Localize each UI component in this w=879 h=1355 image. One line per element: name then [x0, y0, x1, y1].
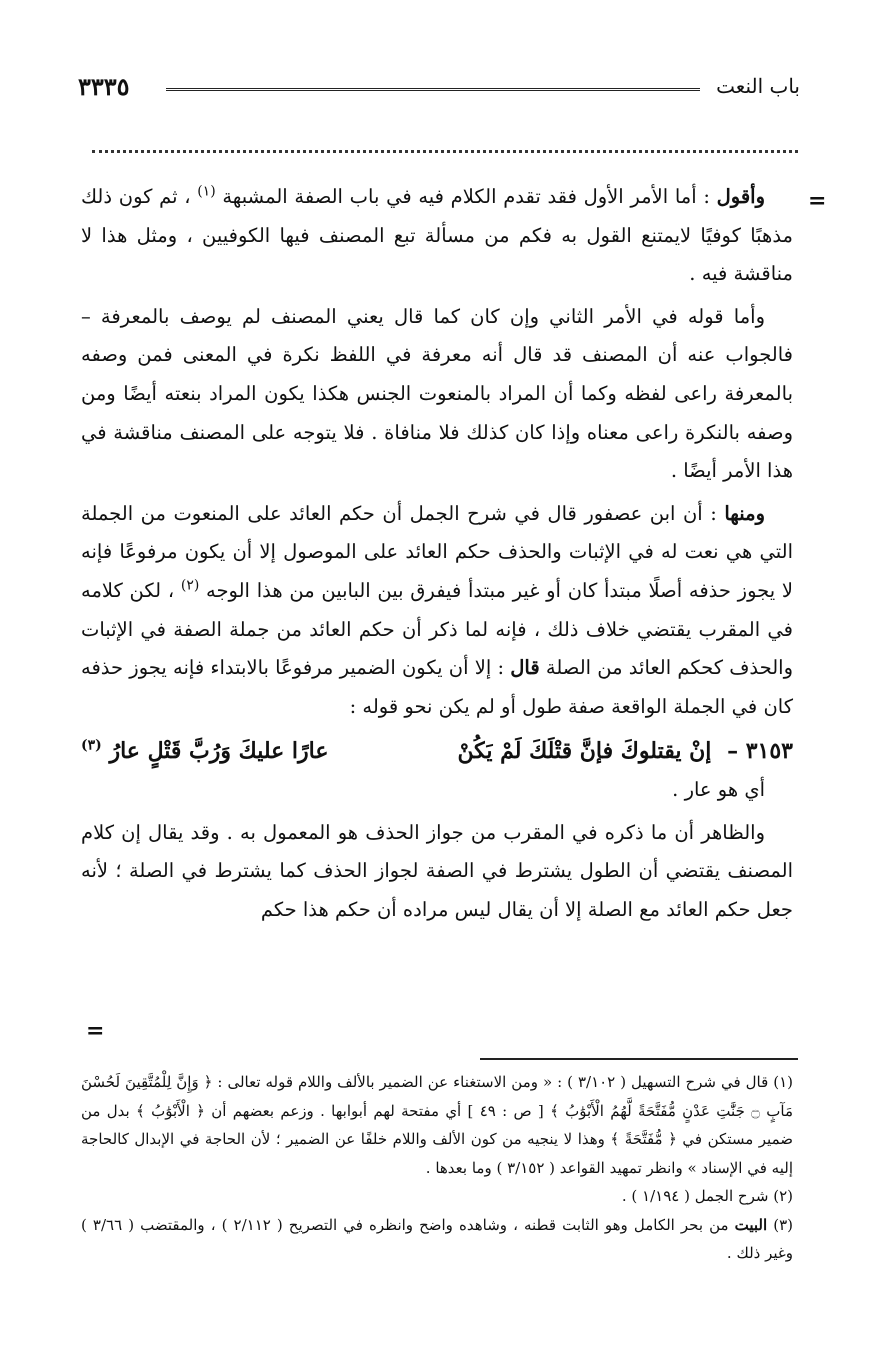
- paragraph-text: : أن ابن عصفور قال في شرح الجمل أن حكم العائد على المنعوت من الجملة التي هي نعت له في الإثبات والحذف حكم العائد على الموصول إلا أن يكون مرفوعًا فإنه لا يجوز حذفه أصلًا مبتدأ كان أو غير مبتدأ فيفرق بين البابين من هذا الوجه: [81, 501, 794, 602]
- footnote-ref-3[interactable]: (٣): [81, 737, 102, 754]
- running-header: [78, 72, 800, 108]
- footnote-2: (٢) شرح الجمل ( ١/١٩٤ ) .: [621, 1187, 793, 1205]
- verse-line: [81, 732, 793, 771]
- paragraph-text: : إلا أن يكون الضمير مرفوعًا بالابتداء فإنه يجوز حذفه كان في الجملة الواقعة صفة طول أو لم يكن نحو قوله :: [81, 656, 793, 718]
- paragraph-3: [81, 495, 793, 727]
- footnotes: [81, 1068, 793, 1268]
- paragraph-text: : أما الأمر الأول فقد تقدم الكلام فيه في باب الصفة المشبهة: [215, 185, 717, 208]
- continuation-mark-top: =: [808, 188, 827, 214]
- paragraph-keyword: وأقول: [716, 185, 765, 208]
- verse-number: ٣١٥٣ –: [719, 738, 793, 765]
- footnote-rule: [480, 1058, 798, 1060]
- header-rule: [166, 88, 700, 91]
- paragraph-1: [81, 178, 793, 294]
- page-number: ٣٣٣٥: [78, 72, 130, 101]
- continuation-mark-bottom: =: [86, 1018, 105, 1044]
- paragraph-2: وأما قوله في الأمر الثاني وإن كان كما قال يعني المصنف لم يوصف بالمعرفة – فالجواب عنه أن المصنف قد قال أنه معرفة في اللفظ نكرة في المعنى فمن وصفه بالمعرفة راعى لفظه وكما أن المراد بالمنعوت الجنس هكذا يكون المراد بنعته أيضًا ومن وصفه بالنكرة راعى معناه وإذا كان كذلك فلا منافاة . فلا يتوجه على المصنف مناقشة في هذا الأمر أيضًا .: [81, 304, 793, 483]
- dotted-separator: [92, 150, 798, 153]
- paragraph-4: والظاهر أن ما ذكره في المقرب من جواز الحذف هو المعمول به . وقد يقال إن كلام المصنف يقتضي أن الطول يشترط في الصفة لجواز الحذف كما يشترط في الصلة ؛ لأنه جعل حكم العائد مع الصلة إلا أن يقال ليس مراده أن حكم هذا حكم: [81, 820, 793, 921]
- paragraph-keyword: قال: [510, 656, 540, 680]
- paragraph-text: ، لكن كلامه في المقرب يقتضي خلاف ذلك ، فإنه لما ذكر أن حكم العائد من جملة الصفة في الإثبات والحذف كحكم العائد من الصلة: [81, 578, 794, 680]
- verse-gloss: أي هو عار .: [672, 777, 765, 801]
- verse-text: إنْ يقتلوكَ فإنَّ قتْلَكَ لَمْ يَكُنْ: [457, 738, 712, 765]
- chapter-title: باب النعت: [716, 74, 800, 98]
- paragraph-text: ، ثم كون ذلك مذهبًا كوفيًا لايمتنع القول به فكم من مسألة تبع المصنف فيها الكوفيين ، ومثل هذا لا مناقشة فيه .: [81, 185, 793, 286]
- footnote-text: (٣): [767, 1215, 793, 1234]
- main-text: [81, 178, 793, 933]
- verse-text: عارًا عليكَ وَرُبَّ قَتْلٍ عارُ: [109, 738, 329, 765]
- footnote-1: (١) قال في شرح التسهيل ( ٣/١٠٢ ) : « ومن الاستغناء عن الضمير بالألف واللام قوله تعالى : ﴿ وَإِنَّ لِلْمُتَّقِينَ لَحُسْنَ مَآبٍ ۝ جَنَّٰتِ عَدْنٍ مُّفَتَّحَةً لَّهُمُ الْأَبْوَٰبُ ﴾ [ ص : ٤٩ ] أي مفتحة لهم أبوابها . وزعم بعضهم أن ﴿ الْأَبْوَٰبُ ﴾ بدل من ضمير مستكن في ﴿ مُّفَتَّحَةً ﴾ وهذا لا ينجيه من كون الألف واللام خلفًا عن الضمير ؛ لأن الحاجة في الإبدال كالحاجة إليه في الإسناد » وانظر تمهيد القواعد ( ٣/١٥٢ ) وما بعدها .: [81, 1073, 793, 1177]
- footnote-3: [81, 1211, 793, 1268]
- verse-second-hemistich: [81, 732, 328, 771]
- footnote-ref-2[interactable]: (٢): [180, 577, 200, 594]
- footnote-text: من بحر الكامل وهو الثابت قطنه ، وشاهده واضح وانظره في التصريح ( ٢/١١٢ ) ، والمقتضب ( ٣/٦٦ ) وغير ذلك .: [81, 1215, 793, 1262]
- paragraph-keyword: ومنها: [724, 501, 765, 525]
- footnote-keyword: البيت: [734, 1215, 768, 1234]
- footnote-ref-1[interactable]: (١): [197, 183, 216, 200]
- verse-first-hemistich: [457, 732, 793, 771]
